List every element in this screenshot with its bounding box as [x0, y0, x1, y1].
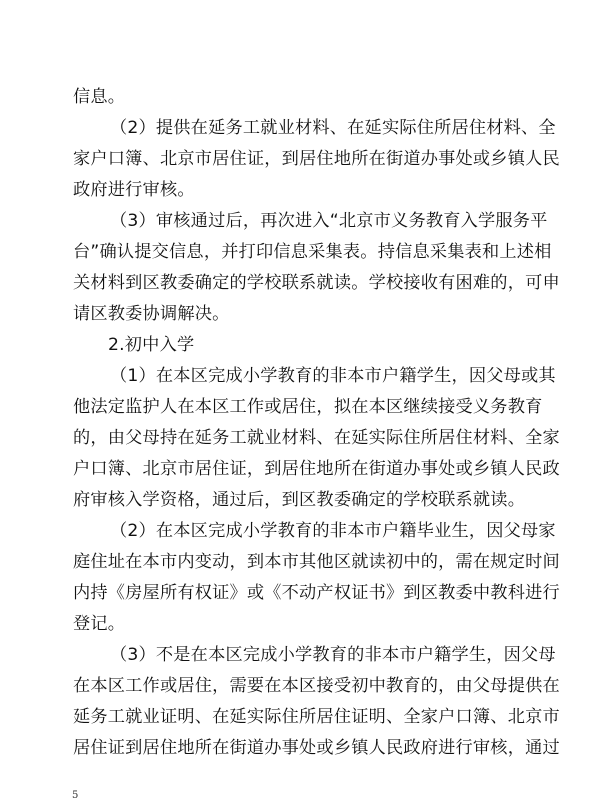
text-line: 他法定监护人在本区工作或居住，拟在本区继续接受义务教育 [73, 397, 543, 417]
text-line: 的，由父母持在延务工就业材料、在延实际住所居住材料、全家 [73, 428, 560, 448]
text-line: 延务工就业证明、在延实际住所居住证明、全家户口簿、北京市 [73, 707, 560, 727]
text-line: （3）审核通过后，再次进入“北京市义务教育入学服务平 [110, 211, 548, 231]
text-line: 关材料到区教委确定的学校联系就读。学校接收有困难的，可申 [73, 273, 560, 293]
text-line: 户口簿、北京市居住证，到居住地所在街道办事处或乡镇人民政 [73, 459, 560, 479]
text-line: 信息。 [73, 87, 126, 107]
text-line: 政府进行审核。 [73, 180, 195, 200]
text-line: 居住证到居住地所在街道办事处或乡镇人民政府进行审核，通过 [73, 738, 560, 758]
section-heading: 2.初中入学 [108, 335, 195, 355]
text-line: 登记。 [73, 614, 126, 634]
text-line: （1）在本区完成小学教育的非本市户籍学生，因父母或其 [110, 366, 556, 386]
text-line: 在本区工作或居住，需要在本区接受初中教育的，由父母提供在 [73, 676, 560, 696]
text-line: 请区教委协调解决。 [73, 304, 230, 324]
text-line: 庭住址在本市内变动，到本市其他区就读初中的，需在规定时间 [73, 552, 560, 572]
text-line: （3）不是在本区完成小学教育的非本市户籍学生，因父母 [110, 645, 556, 665]
text-line: 家户口簿、北京市居住证，到居住地所在街道办事处或乡镇人民 [73, 149, 560, 169]
text-line: 府审核入学资格，通过后，到区教委确定的学校联系就读。 [73, 490, 526, 510]
page-number: 5 [72, 790, 79, 801]
text-line: 台”确认提交信息，并打印信息采集表。持信息采集表和上述相 [73, 242, 552, 262]
text-line: （2）提供在延务工就业材料、在延实际住所居住材料、全 [110, 118, 556, 138]
text-line: 内持《房屋所有权证》或《不动产权证书》到区教委中教科进行 [73, 583, 560, 603]
text-line: （2）在本区完成小学教育的非本市户籍毕业生，因父母家 [110, 521, 556, 541]
